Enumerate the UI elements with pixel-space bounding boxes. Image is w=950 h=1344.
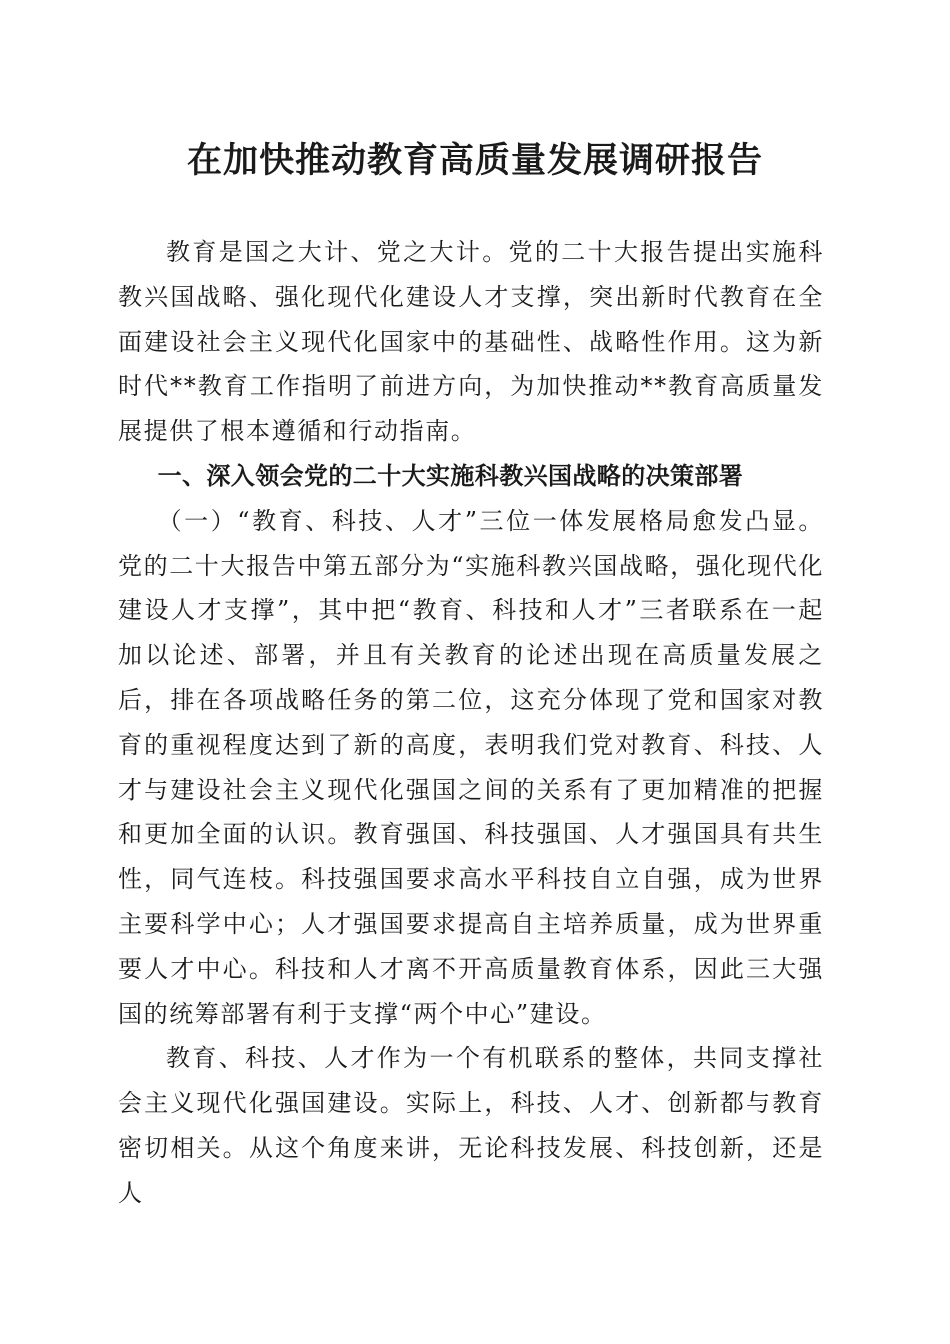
section-heading: 一、深入领会党的二十大实施科教兴国战略的决策部署	[157, 461, 744, 490]
subsection-body: 党的二十大报告中第五部分为“实施科教兴国战略，强化现代化建设人才支撑”，其中把“教育、科技和人才”三者联系在一起加以论述、部署，并且有关教育的论述出现在高质量发展之后，排在各项战略任务的第二位，这充分体现了党和国家对教育的重视程度达到了新的高度，表明我们党对教育、科技、人才与建设社会主义现代化强国之间的关系有了更加精准的把握和更加全面的认识。教育强国、科技强国、人才强国具有共生性，同气连枝。科技强国要求高水平科技自立自强，成为世界主要科学中心；人才强国要求提高自主培养质量，成为世界重要人才中心。科技和人才离不开高质量教育体系，因此三大强国的统筹部署有利于支撑“两个中心”建设。	[118, 551, 824, 1028]
document-title: 在加快推动教育高质量发展调研报告	[186, 140, 763, 181]
intro-paragraph: 教育是国之大计、党之大计。党的二十大报告提出实施科教兴国战略、强化现代化建设人才支撑，突出新时代教育在全面建设社会主义现代化国家中的基础性、战略性作用。这为新时代**教育工作指明了前进方向，为加快推动**教育高质量发展提供了根本遵循和行动指南。	[118, 238, 824, 446]
subsection-heading: （一）“教育、科技、人才”三位一体发展格局愈发凸显。	[157, 506, 824, 535]
subsection-paragraph	[118, 499, 824, 1037]
body-paragraph: 教育、科技、人才作为一个有机联系的整体，共同支撑社会主义现代化强国建设。实际上，科技、人才、创新都与教育密切相关。从这个角度来讲，无论科技发展、科技创新，还是人	[118, 1044, 824, 1207]
document-body	[118, 230, 824, 1216]
